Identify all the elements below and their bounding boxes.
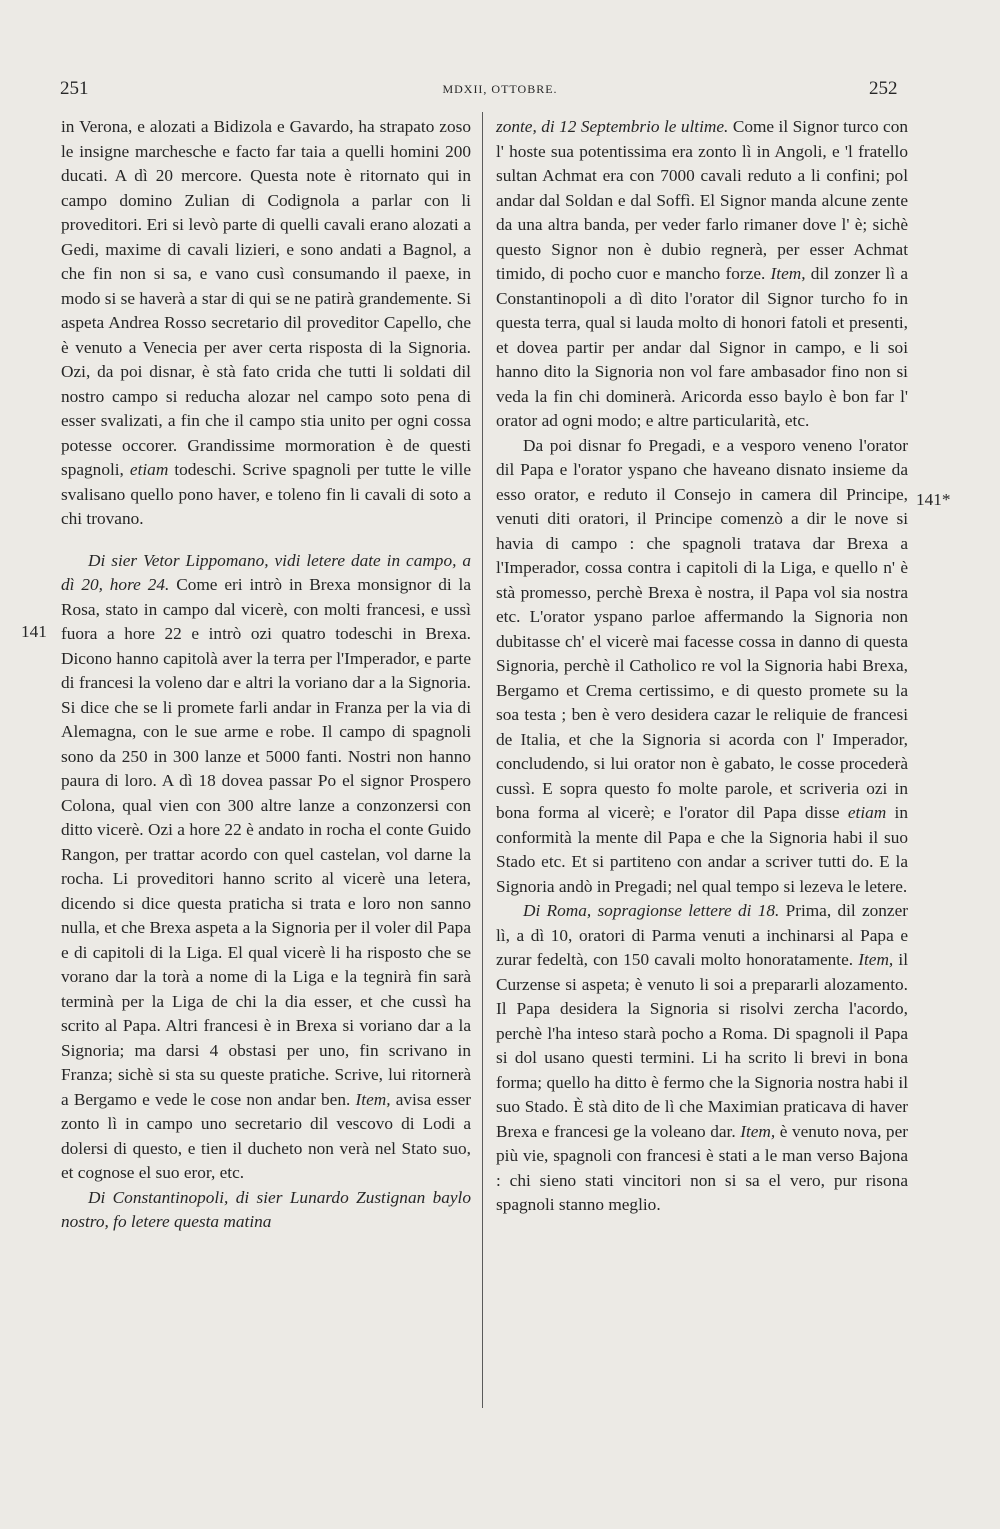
running-title: MDXII, OTTOBRE.: [442, 82, 558, 96]
paragraph-lead: Di Roma, sopragionse lettere di 18.: [523, 901, 780, 920]
paragraph-lead: Di sier Vetor Lippomano, vidi letere date in campo, a dì 20, hore 24.: [61, 550, 471, 594]
page-number-left: 251: [60, 78, 89, 99]
column-divider: [482, 112, 483, 1408]
right-paragraph-3: Di Roma, sopragionse lettere di 18. Prima, dil zonzer lì, a dì 10, oratori di Parma venuti a inchinarsi al Papa e zurar fedeltà, con 150 cavali molto honoratamente. Item, il Curzense si aspeta; è venuto li soi a prepararli alozamento. Il Papa desidera la Signoria si risolvi zercha l'acordo, perchè l'ha inteso starà pocho a Roma. Di spagnoli il Papa si dol usano questi termini. Li ha scrito li brevi in bona forma; quello ha ditto è fermo che la Signoria nostra habi il suo Stado. È stà dito de lì che Maximian praticava di haver Brexa e francesi ge la voleano dar. Item, è venuto nova, per più vie, spagnoli con francesi è stati a le man verso Bajona : chi sieno stati vincitori non si sa el vero, pur risona spagnoli stanno meglio.: [496, 901, 909, 1214]
left-paragraph-1: in Verona, e alozati a Bidizola e Gavardo, ha strapato zoso le insigne marchesche e facto far taia a quelli homini 200 ducati. A dì 20 mercore. Questa note è ritornato qui in campo domino Zulian di Codignola a parlar con li proveditori. Eri si levò parte di quelli cavali erano alozati a Gedi, maxime di cavali lizieri, e sono andati a Bagnol, a che fin non si sa, e vano cusì consumando il paexe, in modo si se haverà a star di qui se ne patirà grandemente. Si aspeta Andrea Rosso secretario dil proveditor Capello, che è venuto a Venecia per aver certa risposta di la Signoria. Ozi, da poi disnar, è stà fato crida che tutti li soldati dil nostro campo si reducha alozar nel campo soto pena di esser svalizati, a fin che il campo stia unito per ogni cossa potesse occorer. Grandissime mormoration è de questi spagnoli, etiam todeschi. Scrive spagnoli per tutte le ville svalisano quello pono haver, e toleno fin li cavali di soto a chi trovano.: [61, 117, 471, 528]
left-column: [61, 115, 471, 1235]
left-paragraph-3: [61, 1186, 471, 1235]
page-number-right: 252: [869, 78, 898, 99]
right-paragraph-1: zonte, di 12 Septembrio le ultime. Come il Signor turco con l' hoste sua potentissima era zonto lì in Angoli, e 'l fratello sultan Achmat era con 7000 cavali reduto a li confini; pol andar dal Soldan e dal Soffì. El Signor manda alcune zente da una altra banda, per veder farlo rimaner dove l' è; sichè questo Signor non è dubio regnerà, per esser Achmat timido, di pocho cuor e mancho forze. Item, dil zonzer lì a Constantinopoli a dì dito l'orator dil Signor turcho fo in questa terra, qual si lauda molto di honori fatoli et presenti, et dovea partir per andar dal Signor in campo, e li soi hanno dito la Signoria non vol fare ambasador fino non si veda la fin chi dominerà. Aricorda esso baylo è bon far l' orator ad ogni modo; e altre particularità, etc.: [496, 117, 908, 430]
right-column: [496, 115, 908, 1218]
paragraph-lead: Di Constantinopoli, di sier Lunardo Zustignan baylo nostro, fo letere questa matina: [61, 1187, 471, 1231]
paragraph-lead: zonte, di 12 Septembrio le ultime.: [496, 117, 729, 136]
left-paragraph-2: Di sier Vetor Lippomano, vidi letere date in campo, a dì 20, hore 24. Come eri intrò in Brexa monsignor di la Rosa, stato in campo dal vicerè, con molti francesi, e ussì fuora a hore 22 e intrò ozi quatro todeschi in Brexa. Dicono hanno capitolà aver la terra per l'Imperador, e parte di francesi la voleno dar e altri la voriano dar a la Signoria. Si dice che se li promete farli andar in Franza per la via di Alemagna, con le sue arme e robe. Il campo di spagnoli sono da 250 in 300 lanze et 5000 fanti. Nostri non hanno paura di loro. A dì 18 dovea passar Po el signor Prospero Colona, qual vien con 300 altre lanze a conzonzersi con ditto vicerè. Ozi a hore 22 è andato in rocha el conte Guido Rangon, per trattar acordo con quel castelan, vol darne la rocha. Li proveditori hanno scrito al vicerè una letera, dicendo si dice questa praticha si trata e loro non sanno nulla, et che Brexa aspeta a la Signoria per il voler dil Papa e di capitoli di la Liga. El qual vicerè li ha risposto che se vorano dar la torà a nome di la Liga e la tegnirà fin sarà terminà per la Liga de chi la dia esser, et che cussì ha scrito al Papa. Altri francesi è in Brexa si voriano dar a la Signoria; ma darsi 4 obstasi per uno, fin scrivano in Franza; sichè si sta su queste pratiche. Scrive, lui ritornerà a Bergamo e vede le cose non andar ben. Item, avisa esser zonto lì in campo uno secretario dil vescovo di Lodi a dolersi di questo, e tien il ducheto non verà nel Stato suo, et cognose el suo eror, etc.: [61, 550, 471, 1182]
margin-note-right: 141*: [916, 490, 951, 509]
margin-note-left: 141: [21, 622, 47, 641]
page-header: [0, 78, 1000, 102]
right-paragraph-2: Da poi disnar fo Pregadi, e a vesporo veneno l'orator dil Papa e l'orator yspano che haveano disnato insieme da esso orator, e reduto il Consejo in camera dil Principe, venuti diti oratori, il Principe comenzò a dir le nove si havia di campo : che spagnoli tratava dar Brexa a l'Imperador, cossa contra i capitoli di la Liga, e quello n' è stà promesso, perchè Brexa è nostra, il Papa vol sia nostra etc. L'orator yspano parloe affermando la Signoria non dubitasse ch' el vicerè mai facesse cossa in danno di questa Signoria, perchè il Catholico re vol la Signoria habi Brexa, Bergamo et Crema certissimo, e di questo promete su la soa testa ; ben è vero desidera cazar le reliquie de francesi de Italia, et che la Signoria si acorda con l' Imperador, concludendo, si lui orator non è gabato, le cosse procederà cussì. E sopra questo fo molte parole, et scriveria ozi in bona forma al vicerè; e l'orator dil Papa disse etiam in conformità la mente dil Papa e che la Signoria habi il suo Stado etc. Et si partiteno con andar a scriver tutti do. E la Signoria andò in Pregadi; nel qual tempo si lezeva le letere.: [496, 435, 908, 896]
